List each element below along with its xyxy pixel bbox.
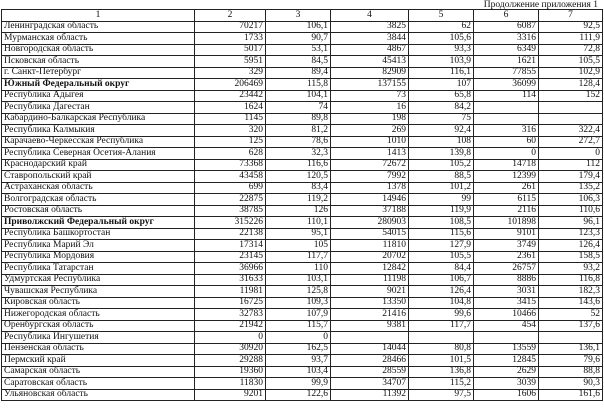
value-cell: 12842 [331,263,409,275]
column-header: 3 [266,10,331,22]
table-row [2,366,603,378]
value-cell: 95,1 [266,228,331,240]
value-cell: 115,8 [266,79,331,91]
value-cell: 6115 [474,194,539,206]
value-cell: 2361 [474,251,539,263]
value-cell: 269 [331,125,409,137]
value-cell: 1624 [195,102,266,114]
value-cell: 65,8 [409,90,474,102]
value-cell: 0 [539,148,603,160]
value-cell: 77855 [474,67,539,79]
region-name-cell: г. Санкт-Петербург [2,67,195,79]
value-cell: 1621 [474,56,539,68]
value-cell: 162,5 [266,343,331,355]
value-cell: 14946 [331,194,409,206]
value-cell: 73368 [195,159,266,171]
appendix-caption: Продолжение приложения 1 [483,0,598,10]
value-cell: 4867 [331,44,409,56]
value-cell: 19360 [195,366,266,378]
column-header: 7 [539,10,603,22]
value-cell: 45413 [331,56,409,68]
value-cell: 90,7 [266,33,331,45]
value-cell: 3316 [474,33,539,45]
value-cell: 83,4 [266,182,331,194]
value-cell: 12845 [474,355,539,367]
value-cell: 112 [539,159,603,171]
value-cell: 198 [331,113,409,125]
value-cell [539,102,603,114]
value-cell: 322,4 [539,125,603,137]
region-name-cell: Пермский край [2,355,195,367]
region-name-cell: Республика Калмыкия [2,125,195,137]
value-cell: 38785 [195,205,266,217]
value-cell: 8886 [474,274,539,286]
value-cell: 84,2 [409,102,474,114]
value-cell: 99,9 [266,378,331,390]
value-cell: 84,4 [409,263,474,275]
value-cell: 23145 [195,251,266,263]
region-name-cell: Ульяновская область [2,389,195,401]
value-cell: 52 [539,309,603,321]
table-row [2,205,603,217]
value-cell: 11830 [195,378,266,390]
region-name-cell: Республика Северная Осетия-Алания [2,148,195,160]
table-row [2,263,603,275]
value-cell: 32783 [195,309,266,321]
table-row [2,297,603,309]
value-cell: 272,7 [539,136,603,148]
value-cell: 31633 [195,274,266,286]
table-row [2,240,603,252]
value-cell: 105 [266,240,331,252]
region-name-cell: Республика Марий Эл [2,240,195,252]
table-row [2,171,603,183]
value-cell: 70217 [195,21,266,33]
value-cell: 11392 [331,389,409,401]
value-cell: 12399 [474,171,539,183]
value-cell [331,332,409,344]
value-cell: 72,8 [539,44,603,56]
value-cell: 37188 [331,205,409,217]
value-cell: 261 [474,182,539,194]
table-row [2,21,603,33]
region-name-cell: Нижегородская область [2,309,195,321]
value-cell: 21942 [195,320,266,332]
value-cell: 119,9 [409,205,474,217]
value-cell: 136,1 [539,343,603,355]
value-cell: 81,2 [266,125,331,137]
value-cell: 13350 [331,297,409,309]
region-name-cell: Республика Дагестан [2,102,195,114]
value-cell: 5017 [195,44,266,56]
region-name-cell: Южный Федеральный округ [2,79,195,91]
value-cell: 128,4 [539,79,603,91]
value-cell: 108 [409,136,474,148]
table-row [2,159,603,171]
region-name-cell: Республика Татарстан [2,263,195,275]
value-cell: 137,6 [539,320,603,332]
value-cell: 11981 [195,286,266,298]
value-cell [474,102,539,114]
value-cell: 11198 [331,274,409,286]
value-cell: 93,3 [409,44,474,56]
value-cell: 72672 [331,159,409,171]
value-cell: 22875 [195,194,266,206]
value-cell: 28466 [331,355,409,367]
region-name-cell: Удмуртская Республика [2,274,195,286]
value-cell: 0 [195,332,266,344]
value-cell: 1010 [331,136,409,148]
value-cell: 101,5 [409,355,474,367]
value-cell: 109,3 [266,297,331,309]
value-cell: 78,6 [266,136,331,148]
table-row [2,44,603,56]
value-cell: 107 [409,79,474,91]
value-cell: 315226 [195,217,266,229]
value-cell: 92,4 [409,125,474,137]
value-cell: 110 [266,263,331,275]
table-row [2,286,603,298]
table-row [2,228,603,240]
value-cell: 104,8 [409,297,474,309]
value-cell: 136,8 [409,366,474,378]
value-cell: 105,5 [409,251,474,263]
region-name-cell: Кировская область [2,297,195,309]
table-row [2,309,603,321]
value-cell: 329 [195,67,266,79]
value-cell: 9381 [331,320,409,332]
value-cell: 13559 [474,343,539,355]
value-cell: 111,9 [539,33,603,45]
value-cell: 26757 [474,263,539,275]
value-cell: 5951 [195,56,266,68]
value-cell: 117,7 [409,320,474,332]
value-cell: 106,1 [266,21,331,33]
value-cell: 105,6 [409,33,474,45]
value-cell: 53,1 [266,44,331,56]
value-cell: 158,5 [539,251,603,263]
value-cell: 54015 [331,228,409,240]
value-cell: 84,5 [266,56,331,68]
value-cell: 36966 [195,263,266,275]
region-name-cell: Псковская область [2,56,195,68]
value-cell: 105,2 [409,159,474,171]
value-cell: 7992 [331,171,409,183]
value-cell: 103,4 [266,366,331,378]
region-data-table [1,9,603,401]
value-cell: 127,9 [409,240,474,252]
value-cell: 11810 [331,240,409,252]
value-cell: 139,8 [409,148,474,160]
value-cell: 115,7 [266,320,331,332]
value-cell: 120,5 [266,171,331,183]
table-row [2,194,603,206]
value-cell: 3844 [331,33,409,45]
value-cell: 92,5 [539,21,603,33]
value-cell: 182,3 [539,286,603,298]
value-cell: 10466 [474,309,539,321]
region-name-cell: Чувашская Республика [2,286,195,298]
value-cell: 106,3 [539,194,603,206]
value-cell: 9101 [474,228,539,240]
value-cell: 143,6 [539,297,603,309]
value-cell: 89,8 [266,113,331,125]
value-cell: 88,5 [409,171,474,183]
value-cell: 137155 [331,79,409,91]
value-cell: 105,5 [539,56,603,68]
region-name-cell: Самарская область [2,366,195,378]
table-row [2,90,603,102]
value-cell: 116,6 [266,159,331,171]
value-cell: 454 [474,320,539,332]
value-cell: 1145 [195,113,266,125]
value-cell: 16725 [195,297,266,309]
column-header: 5 [409,10,474,22]
value-cell: 99 [409,194,474,206]
region-name-cell: Республика Ингушетия [2,332,195,344]
value-cell: 93,7 [266,355,331,367]
region-name-cell: Краснодарский край [2,159,195,171]
table-row [2,251,603,263]
value-cell: 30920 [195,343,266,355]
value-cell: 126 [266,205,331,217]
value-cell: 107,9 [266,309,331,321]
value-cell: 101898 [474,217,539,229]
value-cell: 115,2 [409,378,474,390]
region-name-cell: Новгородская область [2,44,195,56]
value-cell: 126,4 [539,240,603,252]
value-cell: 104,1 [266,90,331,102]
value-cell: 1378 [331,182,409,194]
value-cell: 110,1 [266,217,331,229]
column-header: 6 [474,10,539,22]
table-row [2,320,603,332]
value-cell: 6087 [474,21,539,33]
table-row [2,274,603,286]
value-cell: 3749 [474,240,539,252]
region-name-cell: Оренбургская область [2,320,195,332]
table-row [2,33,603,45]
value-cell: 96,1 [539,217,603,229]
value-cell: 20702 [331,251,409,263]
value-cell: 102,9 [539,67,603,79]
value-cell: 80,8 [409,343,474,355]
value-cell: 60 [474,136,539,148]
table-row [2,125,603,137]
value-cell: 280903 [331,217,409,229]
region-name-cell: Мурманская область [2,33,195,45]
value-cell: 6349 [474,44,539,56]
table-row [2,136,603,148]
value-cell: 9021 [331,286,409,298]
value-cell: 320 [195,125,266,137]
region-name-cell: Кабардино-Балкарская Республика [2,113,195,125]
value-cell [539,113,603,125]
value-cell: 123,3 [539,228,603,240]
value-cell [474,332,539,344]
column-header: 1 [2,10,195,22]
region-name-cell: Саратовская область [2,378,195,390]
value-cell: 2629 [474,366,539,378]
value-cell: 88,8 [539,366,603,378]
region-name-cell: Ростовская область [2,205,195,217]
value-cell: 29288 [195,355,266,367]
value-cell [539,332,603,344]
value-cell: 3825 [331,21,409,33]
value-cell: 179,4 [539,171,603,183]
table-row [2,217,603,229]
value-cell: 119,2 [266,194,331,206]
table-row [2,332,603,344]
table-row [2,67,603,79]
table-row [2,355,603,367]
value-cell: 106,7 [409,274,474,286]
value-cell: 699 [195,182,266,194]
value-cell: 21416 [331,309,409,321]
table-row [2,79,603,91]
value-cell: 126,4 [409,286,474,298]
value-cell: 75 [409,113,474,125]
table-row [2,182,603,194]
value-cell: 36099 [474,79,539,91]
value-cell: 22138 [195,228,266,240]
header-row [2,10,603,22]
value-cell [409,332,474,344]
value-cell: 99,6 [409,309,474,321]
value-cell: 0 [474,148,539,160]
value-cell: 28559 [331,366,409,378]
region-name-cell: Ленинградская область [2,21,195,33]
value-cell: 73 [331,90,409,102]
value-cell: 3039 [474,378,539,390]
value-cell: 135,2 [539,182,603,194]
column-header: 4 [331,10,409,22]
region-name-cell: Приволжский Федеральный округ [2,217,195,229]
value-cell: 79,6 [539,355,603,367]
table-row [2,56,603,68]
table-row [2,378,603,390]
region-name-cell: Ставропольский край [2,171,195,183]
value-cell: 97,5 [409,389,474,401]
value-cell: 122,6 [266,389,331,401]
value-cell: 108,5 [409,217,474,229]
value-cell: 125 [195,136,266,148]
value-cell: 34707 [331,378,409,390]
value-cell: 114 [474,90,539,102]
value-cell: 32,3 [266,148,331,160]
value-cell: 101,2 [409,182,474,194]
region-name-cell: Волгоградская область [2,194,195,206]
region-name-cell: Карачаево-Черкесская Республика [2,136,195,148]
value-cell: 1733 [195,33,266,45]
value-cell: 90,3 [539,378,603,390]
region-name-cell: Пензенская область [2,343,195,355]
table-row [2,343,603,355]
region-name-cell: Республика Мордовия [2,251,195,263]
value-cell: 125,8 [266,286,331,298]
value-cell: 116,8 [539,274,603,286]
table-body [2,10,603,401]
value-cell: 74 [266,102,331,114]
region-name-cell: Республика Адыгея [2,90,195,102]
value-cell: 115,6 [409,228,474,240]
value-cell: 9201 [195,389,266,401]
table-row [2,102,603,114]
value-cell: 1413 [331,148,409,160]
value-cell: 116,1 [409,67,474,79]
value-cell: 206469 [195,79,266,91]
value-cell: 103,9 [409,56,474,68]
value-cell: 82909 [331,67,409,79]
value-cell: 93,2 [539,263,603,275]
value-cell: 3415 [474,297,539,309]
value-cell: 0 [266,332,331,344]
value-cell [474,113,539,125]
value-cell: 628 [195,148,266,160]
value-cell: 316 [474,125,539,137]
value-cell: 16 [331,102,409,114]
value-cell: 152 [539,90,603,102]
value-cell: 14718 [474,159,539,171]
value-cell: 117,7 [266,251,331,263]
value-cell: 62 [409,21,474,33]
value-cell: 2116 [474,205,539,217]
value-cell: 23442 [195,90,266,102]
value-cell: 110,6 [539,205,603,217]
region-name-cell: Астраханская область [2,182,195,194]
value-cell: 3031 [474,286,539,298]
value-cell: 103,1 [266,274,331,286]
region-name-cell: Республика Башкортостан [2,228,195,240]
value-cell: 89,4 [266,67,331,79]
table-row [2,389,603,401]
value-cell: 17314 [195,240,266,252]
column-header: 2 [195,10,266,22]
value-cell: 43458 [195,171,266,183]
table-row [2,148,603,160]
value-cell: 1606 [474,389,539,401]
value-cell: 161,6 [539,389,603,401]
value-cell: 14044 [331,343,409,355]
table-row [2,113,603,125]
